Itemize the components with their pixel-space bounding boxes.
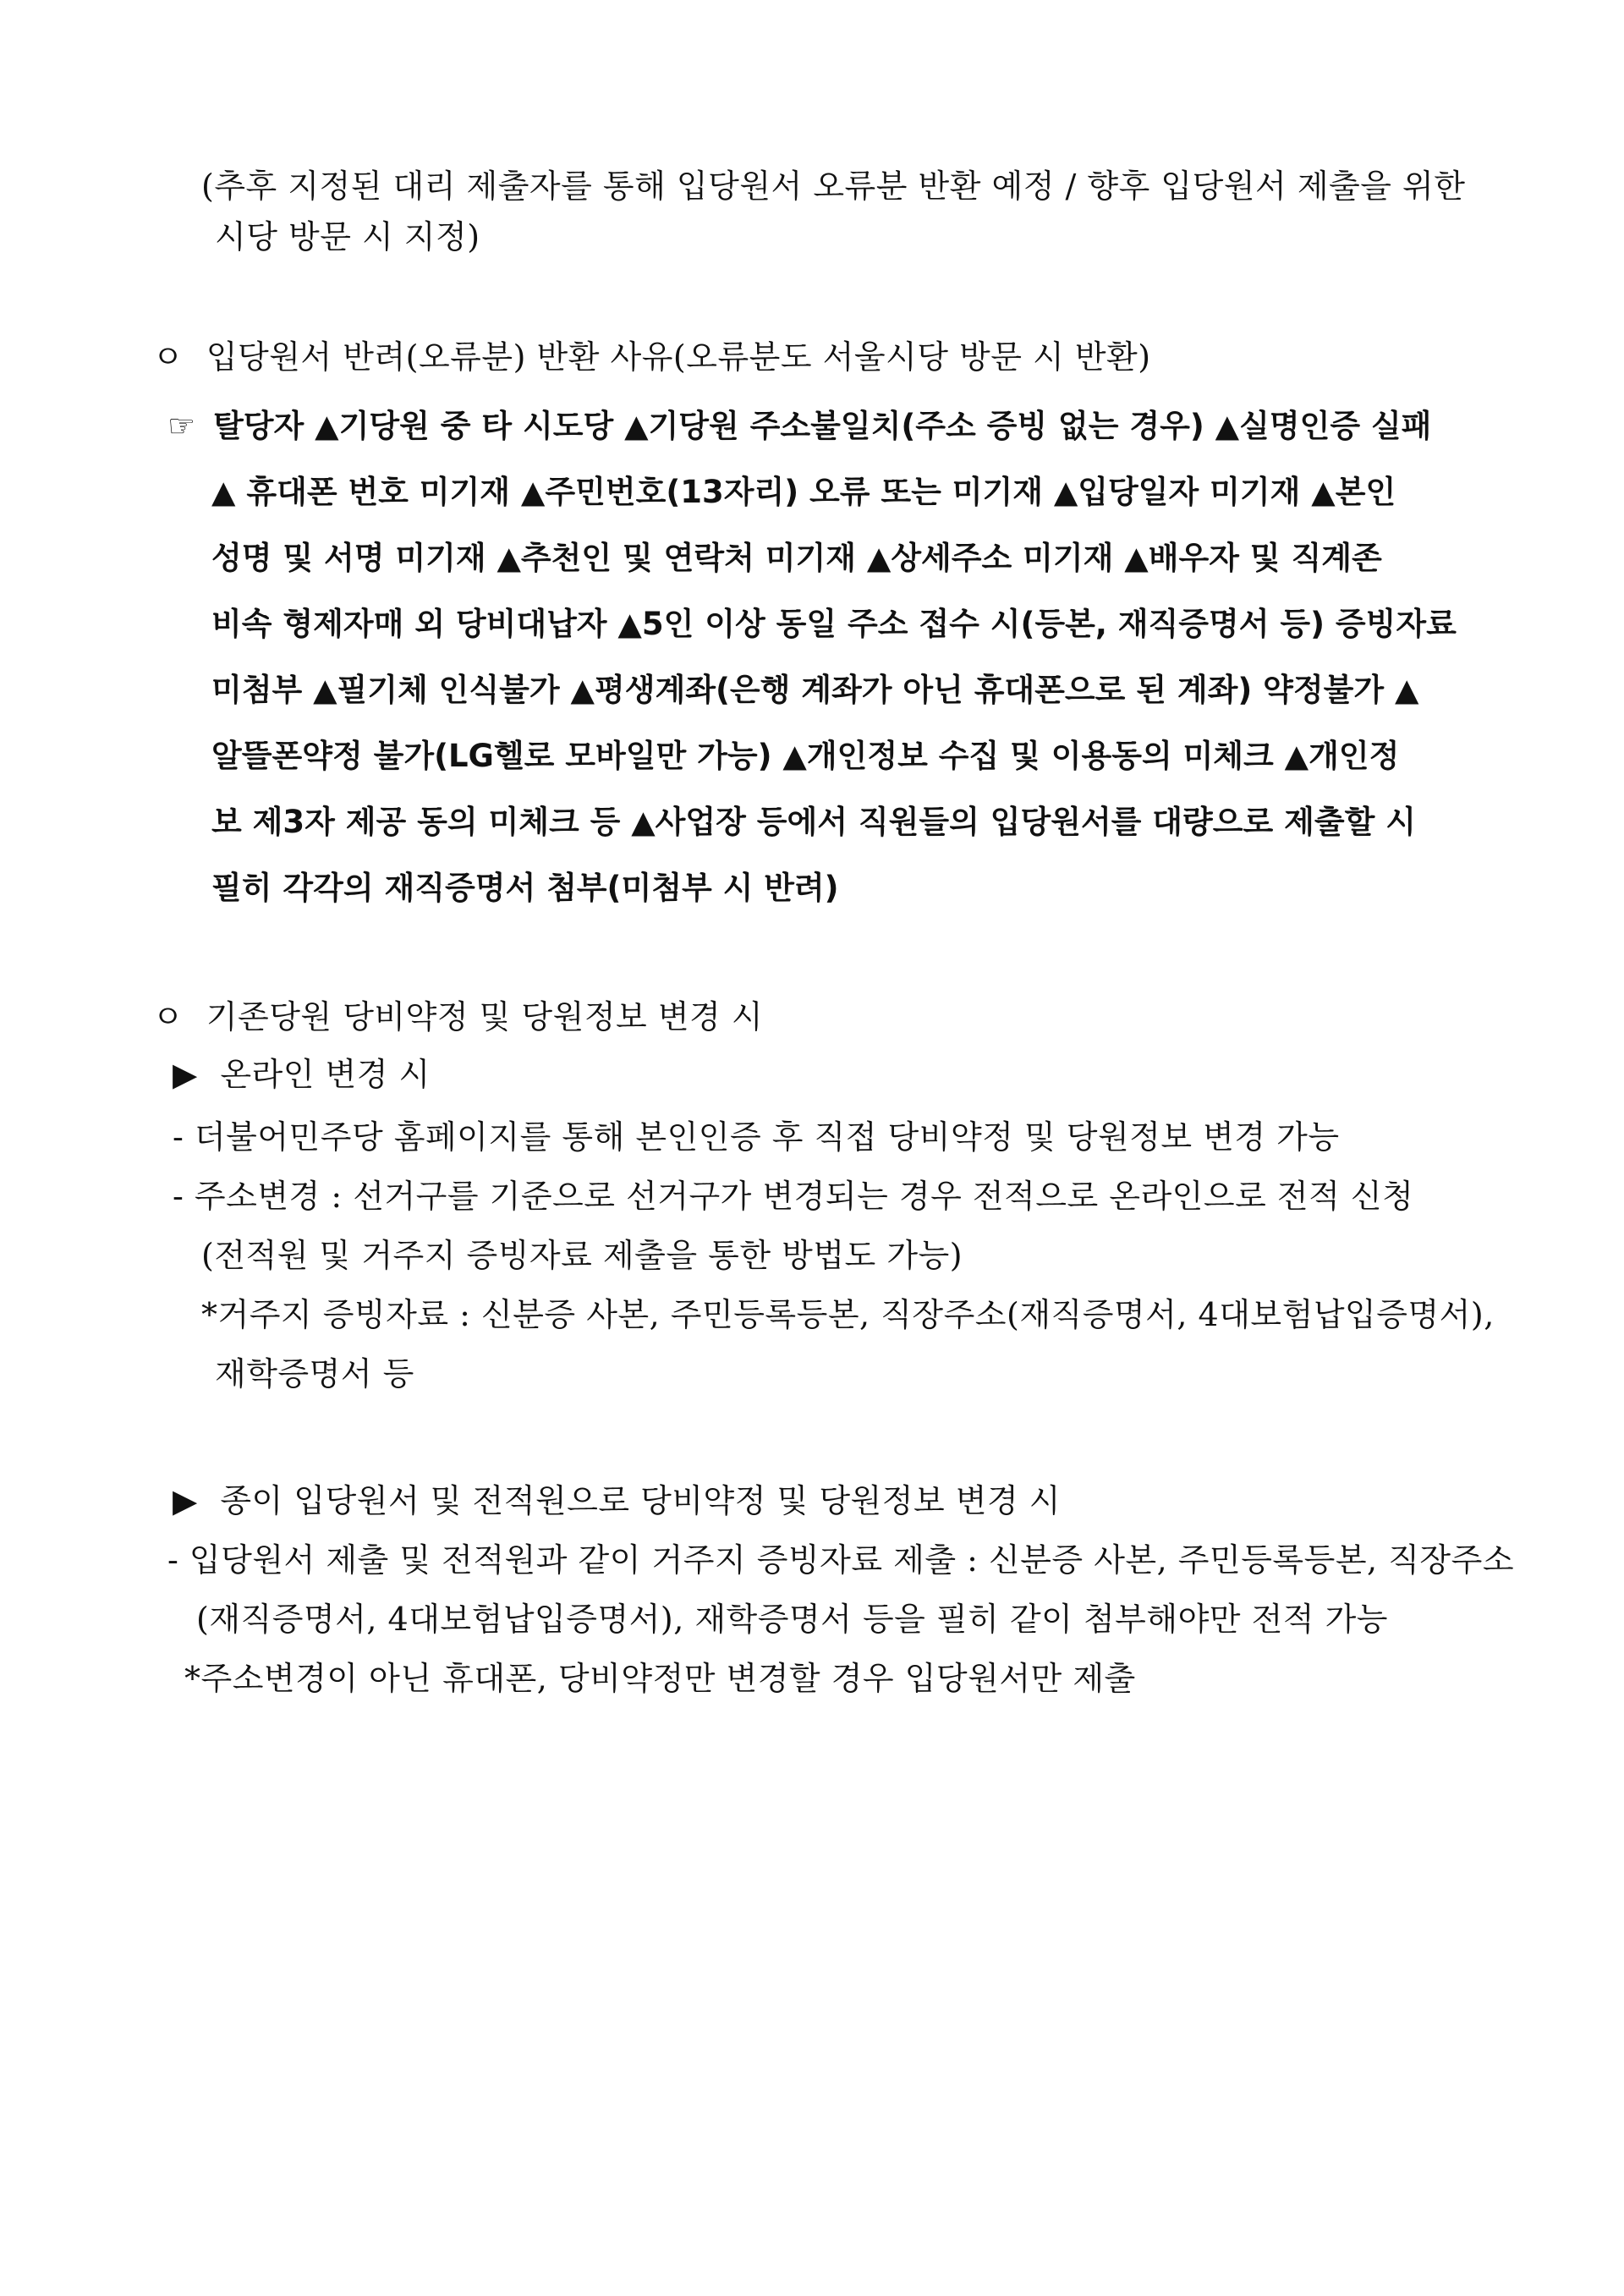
online-note-1: *거주지 증빙자료 : 신분증 사본, 주민등록등본, 직장주소(재직증명서, 4대보험납입증명서), — [201, 1296, 1495, 1333]
return-reason-line-1 — [167, 408, 1431, 445]
paper-note-1: *주소변경이 아닌 휴대폰, 당비약정만 변경할 경우 입당원서만 제출 — [184, 1660, 1136, 1697]
subheading-text: 종이 입당원서 및 전적원으로 당비약정 및 당원정보 변경 시 — [220, 1482, 1061, 1519]
online-item-2-cont: (전적원 및 거주지 증빙자료 제출을 통한 방법도 가능) — [201, 1237, 963, 1274]
subheading-online-change — [173, 1056, 431, 1095]
section-heading-text: 입당원서 반려(오류분) 반환 사유(오류분도 서울시당 방문 시 반환) — [206, 338, 1151, 376]
circle-bullet-icon: ㅇ — [152, 998, 184, 1035]
return-reason-line-7: 보 제3자 제공 동의 미체크 등 ▲사업장 등에서 직원들의 입당원서를 대량으로 제출할 시 — [211, 804, 1417, 840]
online-note-1-cont: 재학증명서 등 — [215, 1355, 414, 1392]
section-heading-return-reasons — [152, 338, 1151, 377]
return-reason-line-4: 비속 형제자매 외 당비대납자 ▲5인 이상 동일 주소 접수 시(등본, 재직증명서 등) 증빙자료 — [211, 606, 1457, 642]
return-reason-line-2: ▲ 휴대폰 번호 미기재 ▲주민번호(13자리) 오류 또는 미기재 ▲입당일자 미기재 ▲본인 — [211, 474, 1396, 510]
subheading-text: 온라인 변경 시 — [220, 1056, 431, 1093]
paper-item-1-cont: (재직증명서, 4대보험납입증명서), 재학증명서 등을 필히 같이 첨부해야만 전적 가능 — [196, 1601, 1388, 1638]
circle-bullet-icon: ㅇ — [152, 338, 184, 376]
triangle-right-icon: ▶ — [173, 1056, 198, 1093]
note-top-line-1: (추후 지정된 대리 제출자를 통해 입당원서 오류분 반환 예정 / 향후 입당원서 제출을 위한 — [201, 168, 1466, 205]
online-item-1: - 더불어민주당 홈페이지를 통해 본인인증 후 직접 당비약정 및 당원정보 변경 가능 — [173, 1118, 1340, 1156]
return-reason-line-5: 미첨부 ▲필기체 인식불가 ▲평생계좌(은행 계좌가 아닌 휴대폰으로 된 계좌) 약정불가 ▲ — [211, 672, 1419, 708]
return-reason-text: 탈당자 ▲기당원 중 타 시도당 ▲기당원 주소불일치(주소 증빙 없는 경우) ▲실명인증 실패 — [213, 408, 1432, 444]
note-top-line-2: 시당 방문 시 지정) — [215, 218, 480, 255]
pointing-hand-icon: ☞ — [167, 408, 196, 444]
online-item-2: - 주소변경 : 선거구를 기준으로 선거구가 변경되는 경우 전적으로 온라인으로 전적 신청 — [173, 1178, 1414, 1215]
triangle-right-icon: ▶ — [173, 1482, 198, 1519]
subheading-paper-change — [173, 1482, 1061, 1521]
section-heading-member-change — [152, 998, 763, 1037]
paper-item-1: - 입당원서 제출 및 전적원과 같이 거주지 증빙자료 제출 : 신분증 사본, 주민등록등본, 직장주소 — [167, 1541, 1515, 1579]
return-reason-line-3: 성명 및 서명 미기재 ▲추천인 및 연락처 미기재 ▲상세주소 미기재 ▲배우자 및 직계존 — [211, 540, 1382, 576]
section-heading-text: 기존당원 당비약정 및 당원정보 변경 시 — [206, 998, 764, 1035]
return-reason-line-8: 필히 각각의 재직증명서 첨부(미첨부 시 반려) — [211, 870, 839, 906]
return-reason-line-6: 알뜰폰약정 불가(LG헬로 모바일만 가능) ▲개인정보 수집 및 이용동의 미체크 ▲개인정 — [211, 738, 1400, 774]
